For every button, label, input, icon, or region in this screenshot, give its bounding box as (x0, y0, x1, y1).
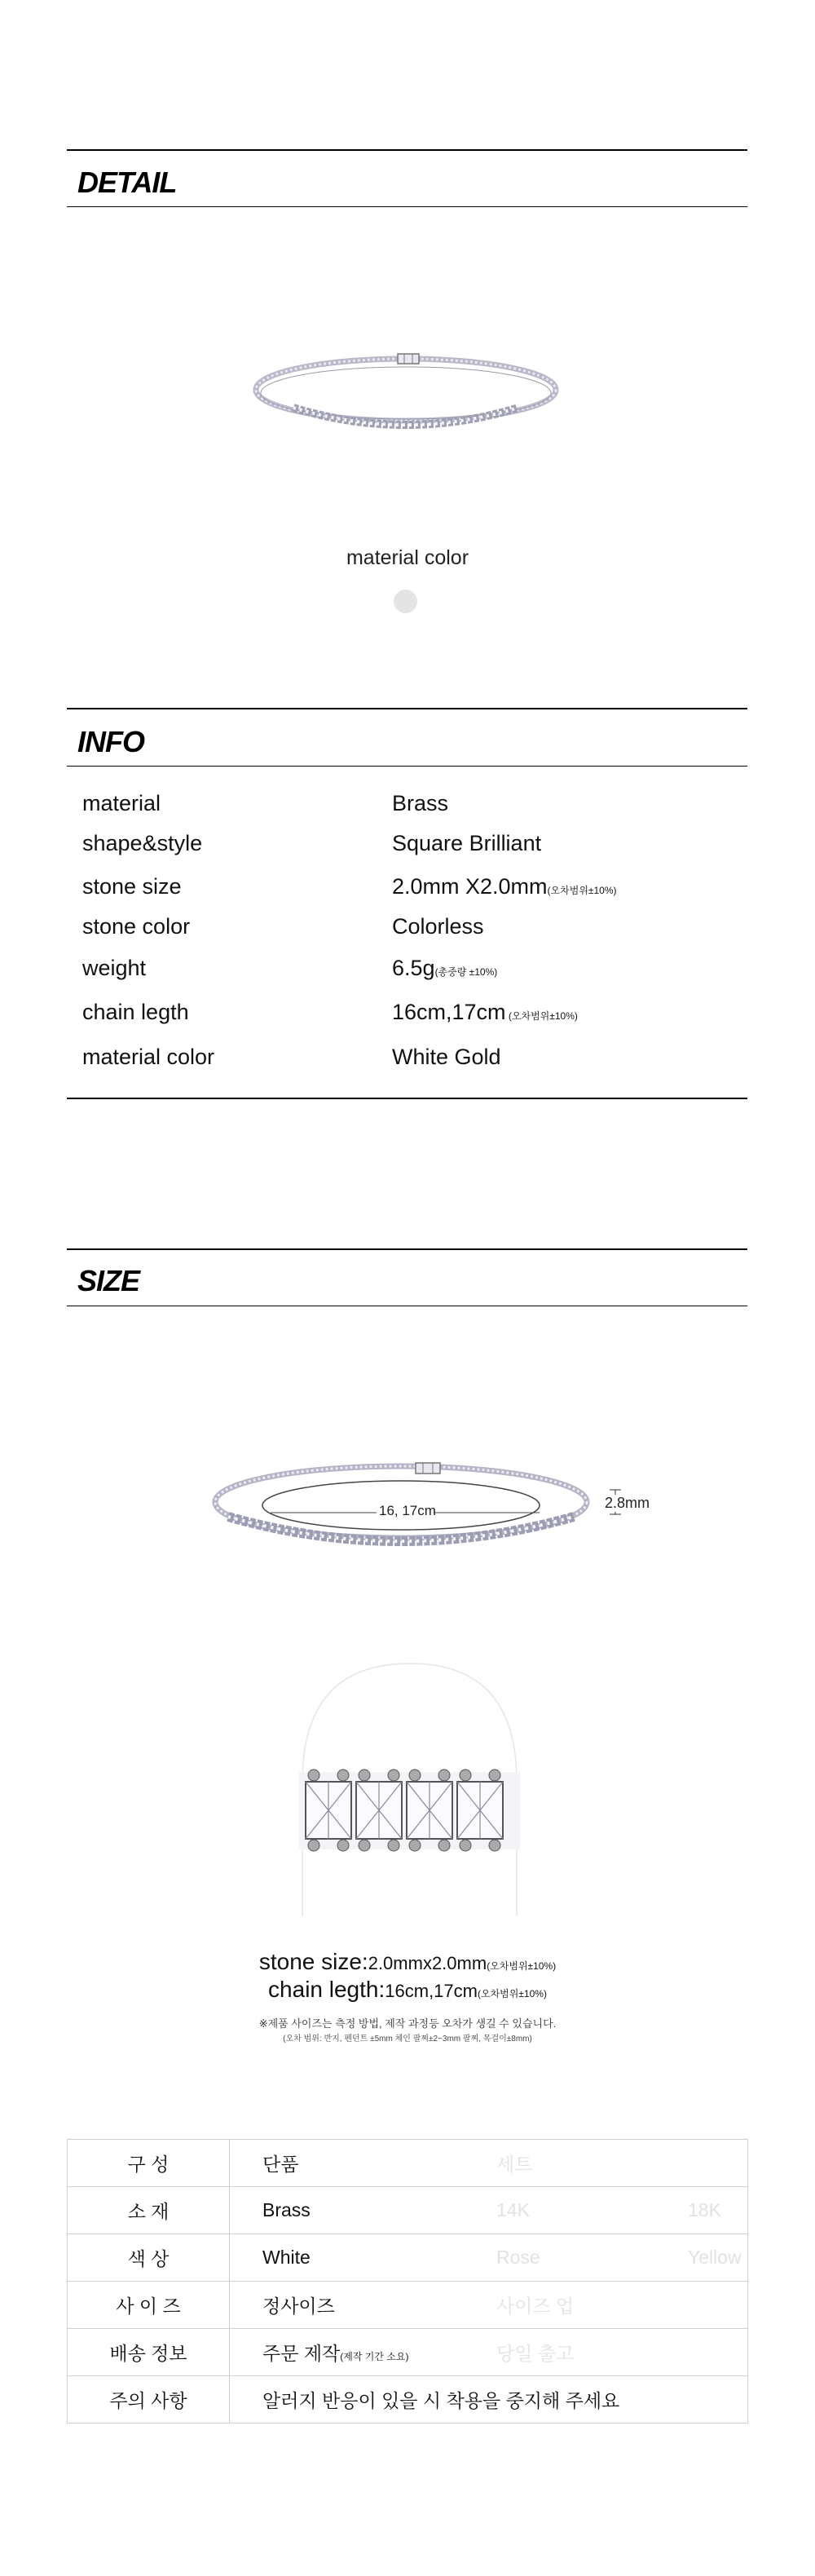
table-option: Rose (464, 2234, 655, 2282)
info-key: stone color (82, 914, 191, 939)
table-row (68, 2140, 748, 2187)
width-label: 2.8mm (605, 1495, 650, 1511)
table-label: 구 성 (68, 2140, 230, 2187)
info-title: INFO (77, 725, 144, 758)
info-key: stone size (82, 874, 182, 899)
table-label: 주의 사항 (68, 2376, 230, 2424)
table-option: 주문 제작(제작 기간 소요) (230, 2329, 465, 2376)
detail-bottom-rule (67, 206, 747, 207)
table-option: 18K (655, 2187, 748, 2234)
size-disclaimer: ※제품 사이즈는 측정 방법, 제작 과정등 오차가 생길 수 있습니다. (258, 2017, 557, 2030)
info-value: Brass (392, 791, 449, 815)
table-option (655, 2282, 748, 2329)
table-option: 사이즈 업 (464, 2282, 655, 2329)
info-key: weight (82, 956, 147, 980)
table-row (68, 2282, 748, 2329)
size-title: SIZE (77, 1264, 140, 1297)
table-label: 소 재 (68, 2187, 230, 2234)
table-option (655, 2329, 748, 2376)
info-top-rule (67, 708, 747, 709)
info-key: shape&style (82, 831, 203, 855)
info-key: material (82, 791, 161, 815)
table-option: 14K (464, 2187, 655, 2234)
table-row (68, 2329, 748, 2376)
spec-table (67, 2139, 748, 2424)
table-option: Brass (230, 2187, 465, 2234)
detail-title: DETAIL (77, 166, 177, 199)
info-key: material color (82, 1045, 215, 1069)
table-row (68, 2187, 748, 2234)
table-row (68, 2234, 748, 2282)
table-option: White (230, 2234, 465, 2282)
table-option: Yellow (655, 2234, 748, 2282)
table-label: 배송 정보 (68, 2329, 230, 2376)
detail-top-rule (67, 149, 747, 151)
stone-size-line: stone size:2.0mmx2.0mm(오차범위±10%) (258, 1949, 557, 1974)
info-value: 6.5g(총중량 ±10%) (392, 956, 498, 980)
table-option: 단품 (230, 2140, 465, 2187)
table-label: 색 상 (68, 2234, 230, 2282)
table-option: 알러지 반응이 있을 시 착용을 중지해 주세요 (230, 2376, 748, 2424)
table-row (68, 2376, 748, 2424)
info-value: Colorless (392, 914, 484, 939)
info-mid-rule (67, 766, 747, 767)
info-key: chain legth (82, 1000, 189, 1024)
chain-length-line: chain legth:16cm,17cm(오차범위±10%) (268, 1977, 547, 2002)
table-option: 당일 출고 (464, 2329, 655, 2376)
table-option: 세트 (464, 2140, 655, 2187)
size-disclaimer-range: (오차 범위: 반지, 펜던트 ±5mm 체인 팔찌±2~3mm 팔찌, 목걸이±8mm) (283, 2035, 532, 2044)
inner-diameter-label: 16, 17cm (379, 1503, 436, 1518)
info-bottom-rule (67, 1098, 747, 1099)
material-color-label: material color (346, 546, 469, 569)
table-option (655, 2140, 748, 2187)
stone-closeup-image (297, 1659, 522, 1916)
info-value: Square Brilliant (392, 831, 542, 855)
info-value: White Gold (392, 1045, 501, 1069)
info-value: 2.0mm X2.0mm(오차범위±10%) (392, 874, 617, 899)
info-value: 16cm,17cm (오차범위±10%) (392, 1000, 578, 1024)
table-label: 사 이 즈 (68, 2282, 230, 2329)
bracelet-image (244, 342, 570, 440)
material-color-swatch (394, 590, 417, 613)
table-option: 정사이즈 (230, 2282, 465, 2329)
size-top-rule (67, 1248, 747, 1250)
